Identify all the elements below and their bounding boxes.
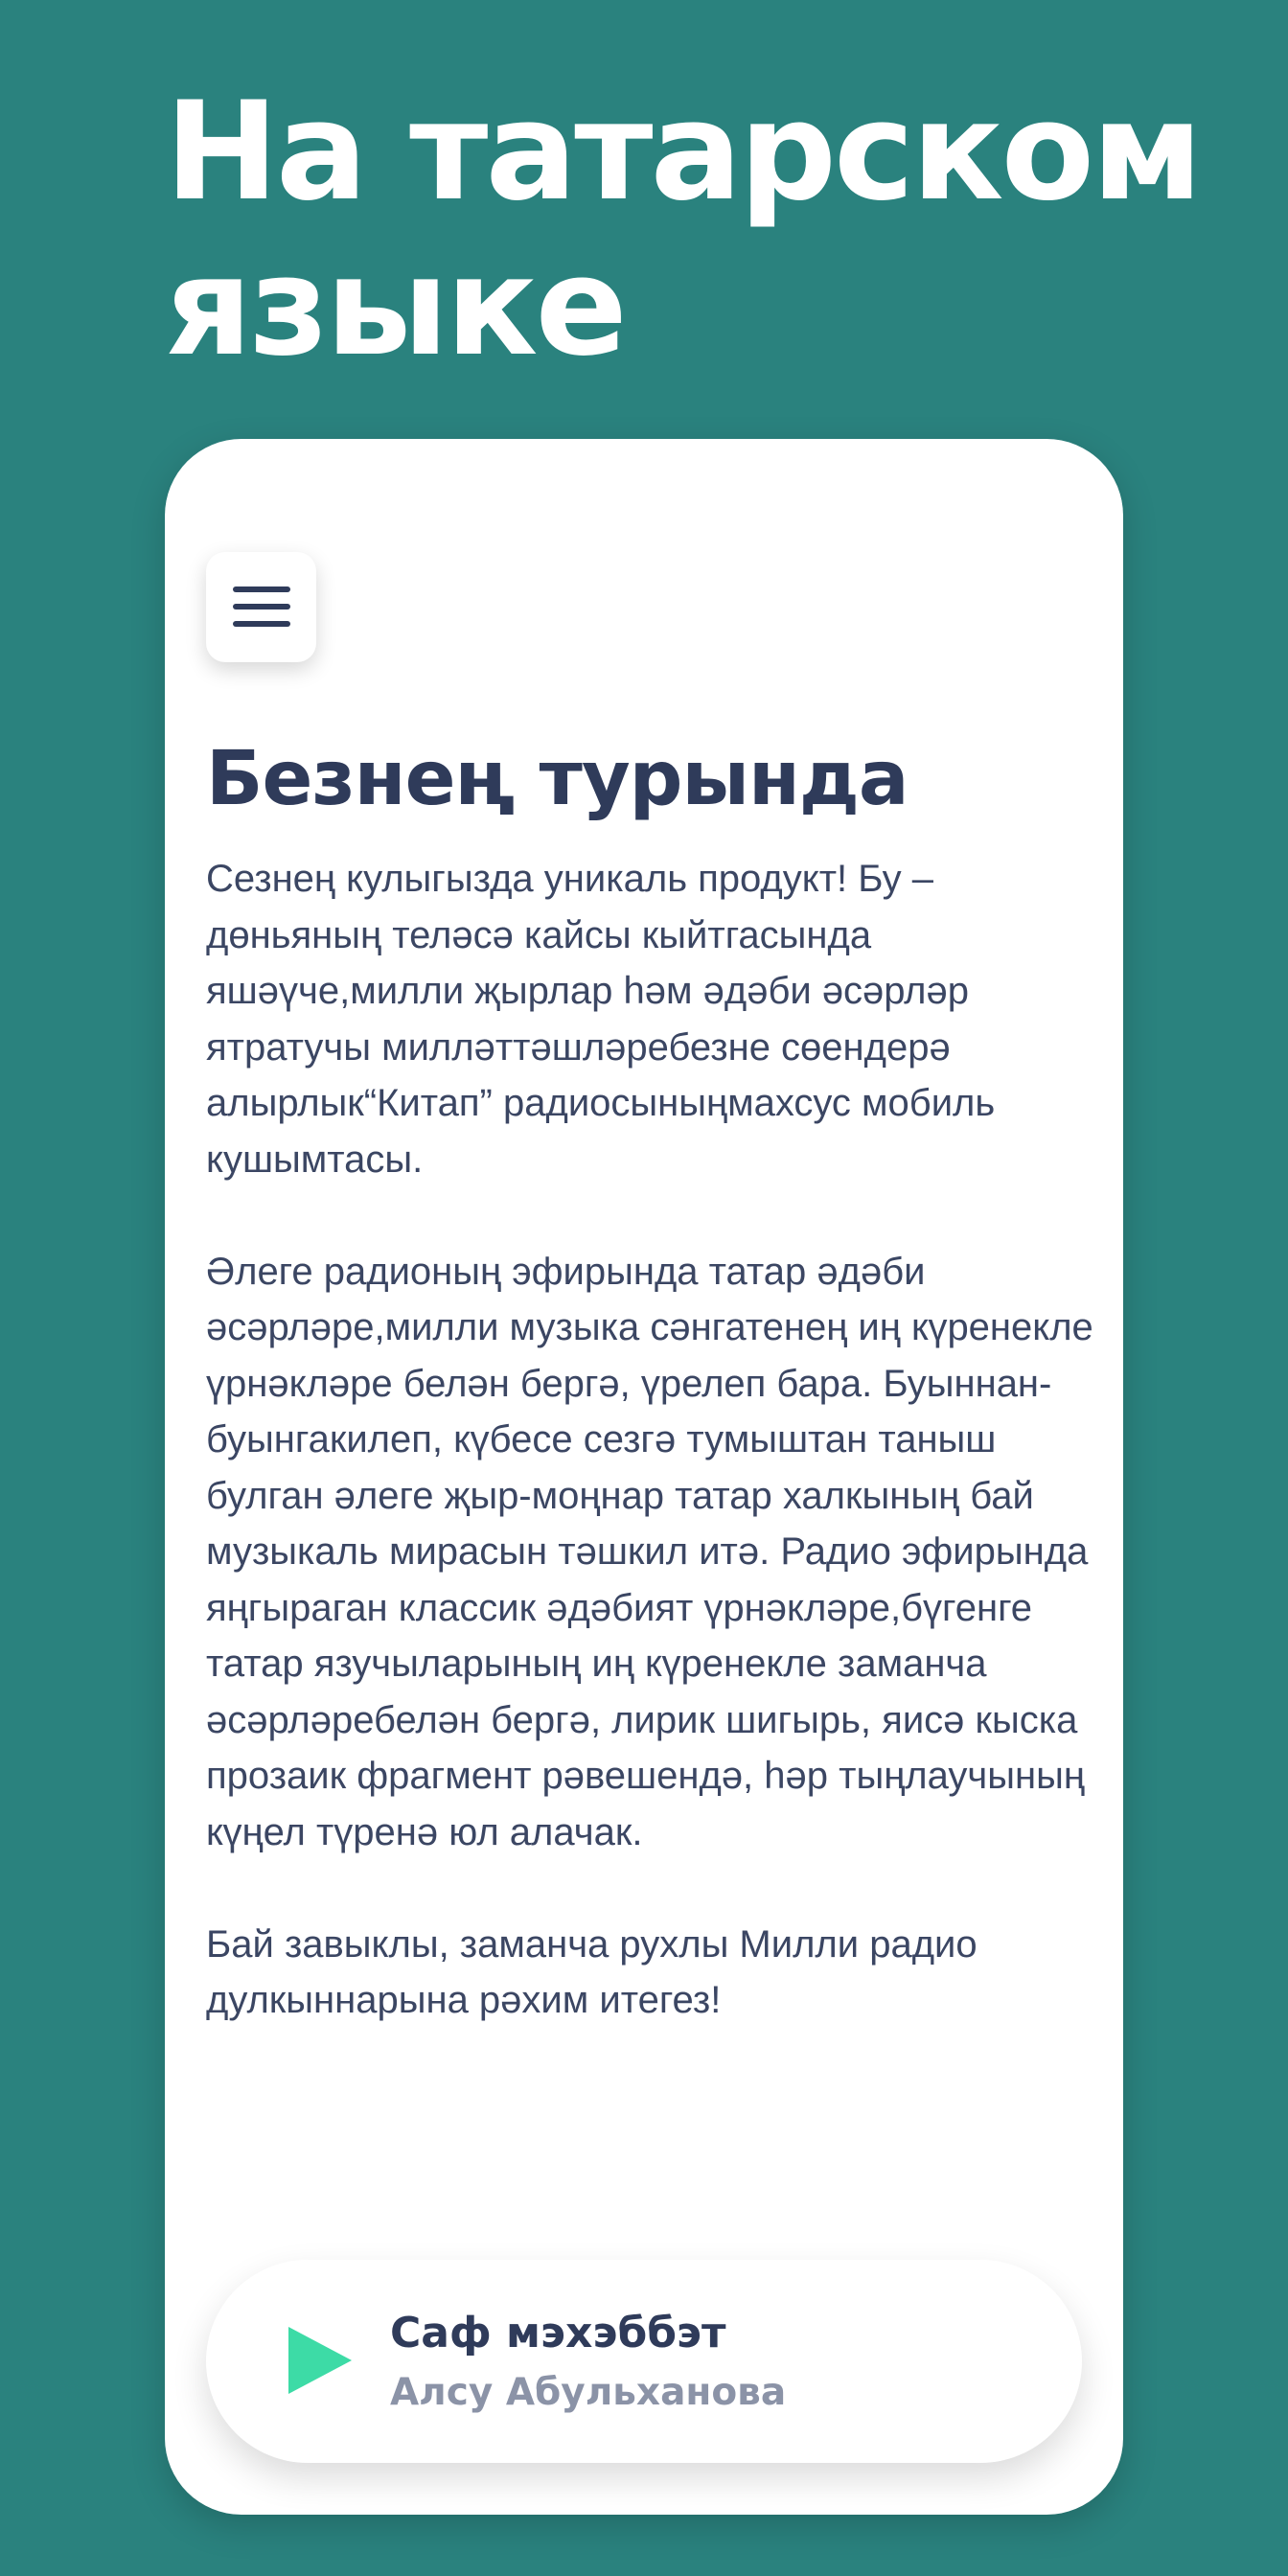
about-text xyxy=(206,851,1097,2084)
play-icon xyxy=(273,2317,359,2404)
promo-headline: На татарском языке xyxy=(165,73,1201,386)
about-title: Безнең турында xyxy=(206,736,908,822)
mini-player[interactable] xyxy=(206,2260,1082,2463)
track-title: Саф мэхэббэт xyxy=(390,2309,726,2358)
menu-button[interactable] xyxy=(206,552,316,662)
hamburger-menu-icon xyxy=(233,585,290,629)
track-artist: Алсу Абульханова xyxy=(390,2371,787,2414)
phone-screen xyxy=(165,439,1123,2515)
play-button[interactable] xyxy=(273,2317,359,2404)
about-paragraph: Әлеге радионың эфирында татар әдәби әсәрләре,милли музыка сәнгатенең иң күренекле үрнәкләре белән бергә, үрелеп бара. Буыннан-буынгакилеп, күбесе сезгә тумыштан таныш булган әлеге җыр-моңнар татар халкының бай музыкаль мирасын тәшкил итә. Радио эфирында яңгыраган классик әдәбият үрнәкләре,бүгенге татар язучыларының иң күренекле заманча әсәрләребелән бергә, лирик шигырь, яисә кыска прозаик фрагмент рәвешендә, һәр тыңлаучының күңел түренә юл алачак. xyxy=(206,1250,1093,1853)
about-paragraph: Бай завыклы, заманча рухлы Милли радио дулкыннарына рәхим итегез! xyxy=(206,1922,978,2021)
about-paragraph: Сезнең кулыгызда уникаль продукт! Бу – дөньяның теләсә кайсы кыйтгасында яшәүче,милли җырлар һәм әдәби әсәрләр ятратучы милләттәшләребезне сөендерә алырлык“Китап” радиосыныңмахсус мобиль кушымтасы. xyxy=(206,858,996,1181)
